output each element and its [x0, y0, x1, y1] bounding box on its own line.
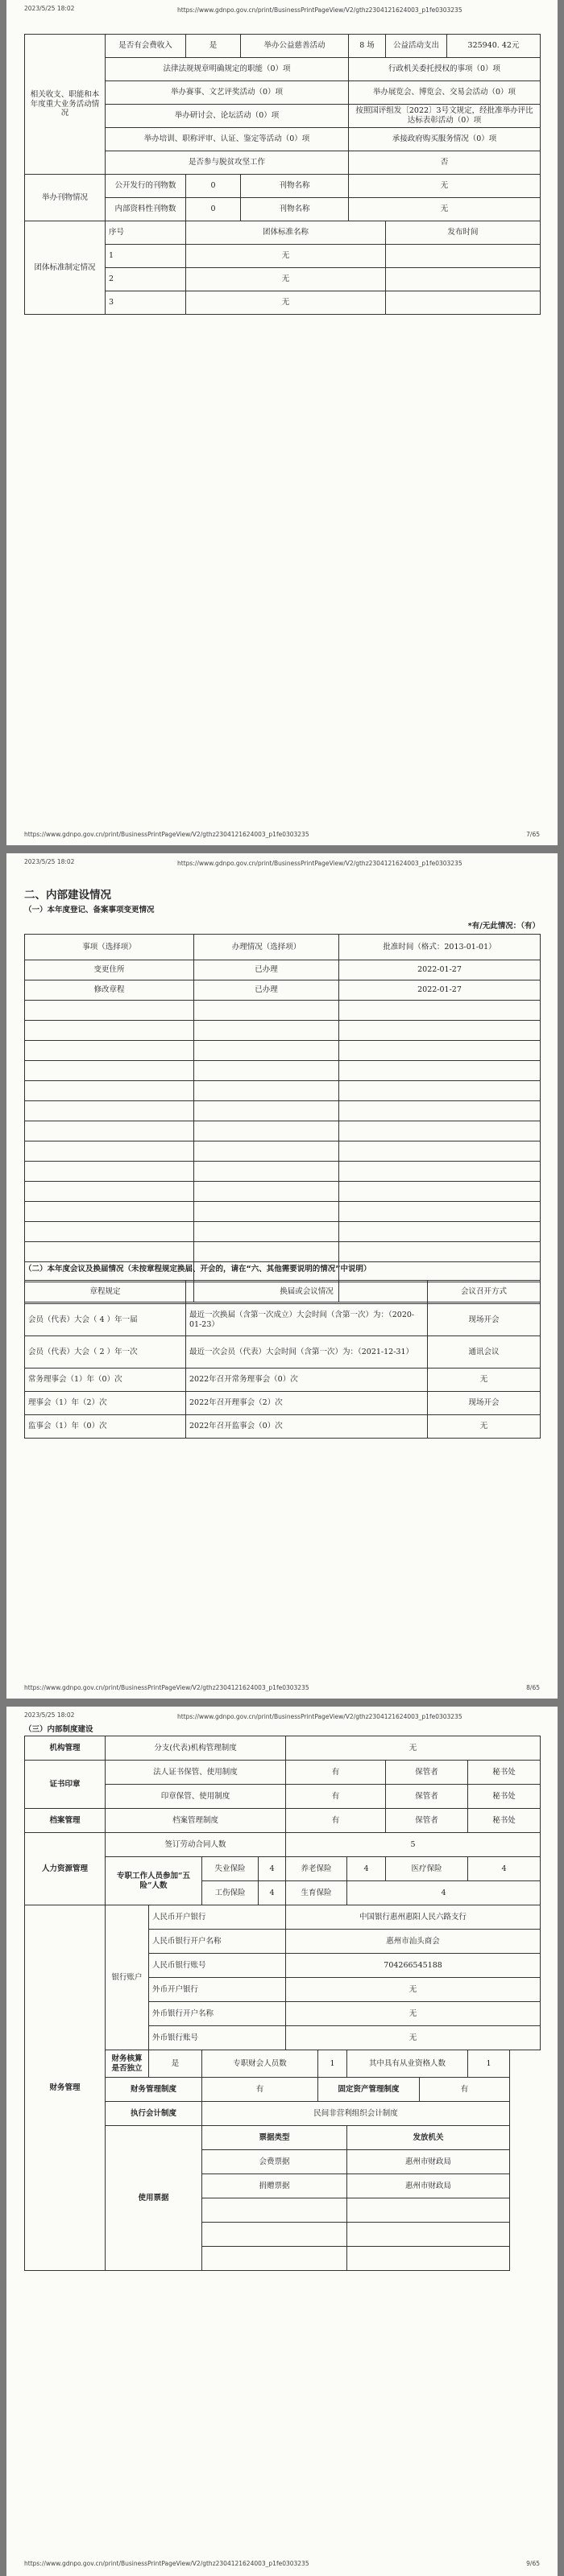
table-row: 人力资源管理 签订劳动合同人数 5	[25, 1833, 541, 1857]
print-footer	[24, 2560, 540, 2567]
table-row: 常务理事会（1）年（0）次 2022年召开常务理事会（0）次 无	[25, 1368, 541, 1392]
table-row: 证书印章 法人证书保管、使用制度 有 保管者 秘书处	[25, 1761, 541, 1785]
table-row: 财务管理制度 有 固定资产管理制度 有	[25, 2078, 541, 2102]
table-row: 外币银行开户名称 无	[25, 2002, 541, 2026]
footer-url: https://www.gdnpo.gov.cn/print/BusinessPrintPageView/V2/gthz2304121624003_p1fe0303235	[24, 1684, 309, 1691]
table-row: 人民币银行开户名称 惠州市汕头商会	[25, 1930, 541, 1954]
table-row: 会员（代表）大会（ 4 ）年一届 最近一次换届（含第一次成立）大会时间（含第一次）为：（2020-01-23） 现场开会	[25, 1304, 541, 1336]
section-label: 举办刊物情况	[25, 175, 106, 221]
table-row	[25, 1081, 541, 1101]
page-number: 7/65	[526, 831, 540, 838]
table-row: 理事会（1）年（2）次 2022年召开理事会（2）次 现场开会	[25, 1392, 541, 1415]
footer-url: https://www.gdnpo.gov.cn/print/BusinessPrintPageView/V2/gthz2304121624003_p1fe0303235	[24, 2560, 309, 2567]
table-row: 档案管理 档案管理制度 有 保管者 秘书处	[25, 1809, 541, 1833]
table-row	[25, 1021, 541, 1041]
page-number: 8/65	[526, 1684, 540, 1691]
table-row	[25, 1121, 541, 1141]
subsection-title: （三）内部制度建设	[24, 1725, 93, 1734]
registration-change-table	[24, 934, 541, 1302]
table-row	[25, 1001, 541, 1021]
footer-url: https://www.gdnpo.gov.cn/print/BusinessPrintPageView/V2/gthz2304121624003_p1fe0303235	[24, 831, 309, 838]
table-row: 印章保管、使用制度 有 保管者 秘书处	[25, 1785, 541, 1809]
table-row	[25, 1182, 541, 1202]
print-footer	[24, 831, 540, 838]
table-row: 举办刊物情况 公开发行的刊物数 0 刊物名称 无	[25, 175, 541, 198]
table-row: 修改章程 已办理 2022-01-27	[25, 980, 541, 1001]
table-row: 人民币银行账号 704266545188	[25, 1954, 541, 1978]
table-row: 会员（代表）大会（ 2 ）年一次 最近一次会员（代表）大会时间（含第一次）为：（2021-12-31） 通讯会议	[25, 1336, 541, 1368]
table-row: 会费票据 惠州市财政局	[25, 2150, 541, 2174]
table-row: 法律法规规章明确规定的职能（0）项 行政机关委托授权的事项（0）项	[25, 58, 541, 81]
meeting-table	[24, 1280, 541, 1439]
print-timestamp: 2023/5/25 18:02	[24, 5, 75, 12]
table-row	[25, 1041, 541, 1061]
table-row	[25, 1202, 541, 1222]
section-label: 团体标准制定情况	[25, 221, 106, 315]
table-row	[25, 1222, 541, 1242]
table-row: 是否参与脱贫攻坚工作 否	[25, 151, 541, 175]
table-row: 1 无	[25, 245, 541, 268]
table-header-row: 事项（选择项） 办理情况（选择项） 批准时间（格式：2013-01-01）	[25, 935, 541, 960]
table-row	[25, 1101, 541, 1121]
section-title: 二、内部建设情况	[24, 889, 111, 902]
table-row: 机构管理 分支(代表)机构管理制度 无	[25, 1736, 541, 1761]
table-row: 专职工作人员参加“五险”人数 失业保险 4 养老保险 4 医疗保险 4	[25, 1857, 541, 1881]
table-row	[25, 1162, 541, 1182]
table-row: 执行会计制度 民间非营利组织会计制度	[25, 2102, 541, 2126]
table-header-row: 章程规定 换届或会议情况 会议召开方式	[25, 1281, 541, 1304]
table-row: 相关收支、职能和本年度重大业务活动情况 是否有会费收入 是 举办公益慈善活动 8 场 公益活动支出 325940. 42元	[25, 35, 541, 58]
table-row: 监事会（1）年（0）次 2022年召开监事会（0）次 无	[25, 1415, 541, 1439]
table-row: 2 无	[25, 268, 541, 291]
table-row: 外币开户银行 无	[25, 1978, 541, 2002]
page-1	[6, 0, 558, 845]
print-timestamp: 2023/5/25 18:02	[24, 1711, 75, 1719]
table-row: 举办培训、职称评审、认证、鉴定等活动（0）项 承接政府购买服务情况（0）项	[25, 128, 541, 151]
table-row: 举办研讨会、论坛活动（0）项 按照国评组发〔2022〕3号文规定，经批准举办评比达标表彰活动（0）项	[25, 105, 541, 128]
table-row: 内部资料性刊物数 0 刊物名称 无	[25, 198, 541, 221]
table-row: 外币银行账号 无	[25, 2026, 541, 2050]
table-row	[25, 1061, 541, 1081]
subsection-title: （二）本年度会议及换届情况（未按章程规定换届、开会的，请在“六、其他需要说明的情况”中说明）	[24, 1265, 371, 1274]
table-row: 团体标准制定情况 序号 团体标准名称 发布时间	[25, 221, 541, 245]
print-footer	[24, 1684, 540, 1691]
activity-table	[24, 34, 541, 315]
table-row: 财务核算是否独立 是 专职财会人员数 1 其中具有从业资格人数 1	[25, 2050, 541, 2078]
section-label: 相关收支、职能和本年度重大业务活动情况	[25, 35, 106, 175]
table-row: 举办赛事、文艺评奖活动（0）项 举办展览会、博览会、交易会活动（0）项	[25, 81, 541, 105]
presence-note: *有/无此情况：（有）	[467, 922, 540, 931]
print-timestamp: 2023/5/25 18:02	[24, 858, 75, 865]
table-row: 捐赠票据 惠州市财政局	[25, 2174, 541, 2198]
table-row: 工伤保险 4 生育保险 4	[25, 1881, 541, 1905]
internal-system-table	[24, 1736, 541, 2271]
table-row: 使用票据 票据类型 发放机关	[25, 2126, 541, 2150]
table-row	[25, 1242, 541, 1262]
print-url: https://www.gdnpo.gov.cn/print/BusinessPrintPageView/V2/gthz2304121624003_p1fe0303235	[177, 1713, 462, 1720]
table-row: 3 无	[25, 291, 541, 315]
page-number: 9/65	[526, 2560, 540, 2567]
page-3	[6, 1707, 558, 2576]
table-row: 财务管理 银行账户 人民币开户银行 中国银行惠州惠阳人民六路支行	[25, 1905, 541, 1930]
page-2	[6, 853, 558, 1699]
print-url: https://www.gdnpo.gov.cn/print/BusinessPrintPageView/V2/gthz2304121624003_p1fe0303235	[177, 860, 462, 867]
print-url: https://www.gdnpo.gov.cn/print/BusinessPrintPageView/V2/gthz2304121624003_p1fe0303235	[177, 6, 462, 14]
table-row: 变更住所 已办理 2022-01-27	[25, 960, 541, 980]
subsection-title: （一）本年度登记、备案事项变更情况	[24, 906, 155, 914]
table-row	[25, 1141, 541, 1162]
